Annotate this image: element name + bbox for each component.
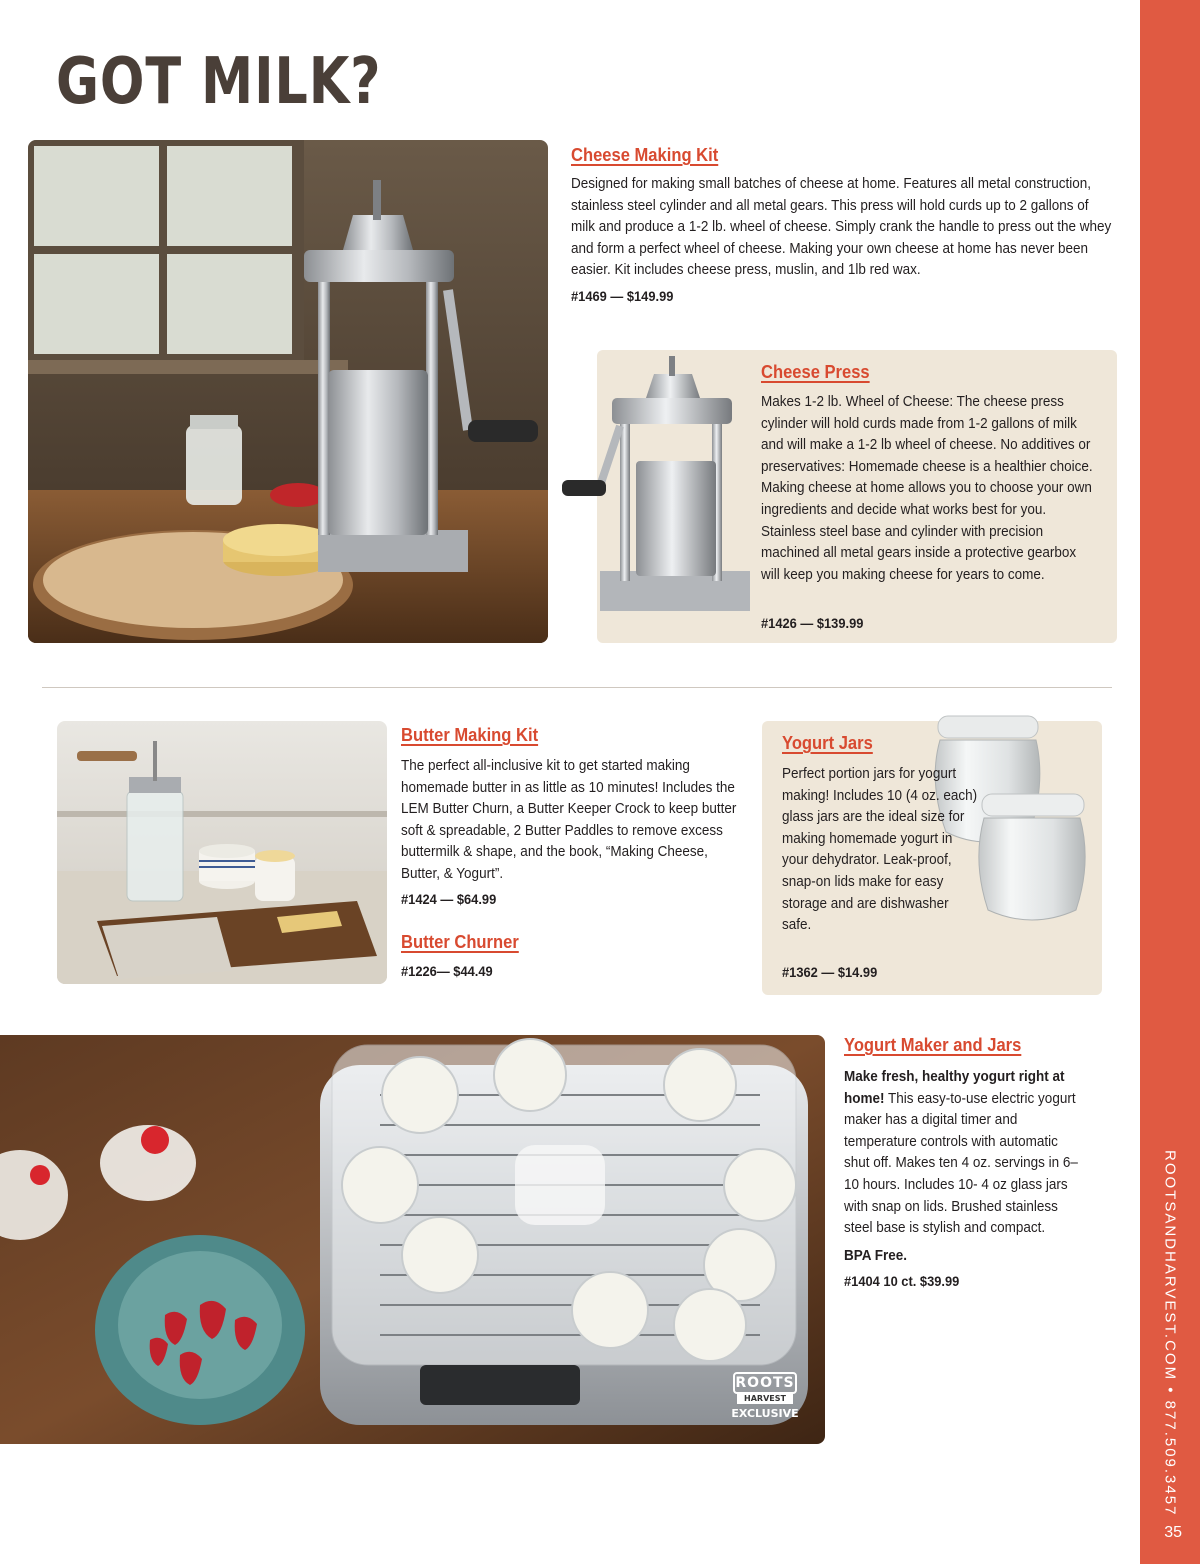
cheese-press-title[interactable]: Cheese Press	[761, 362, 870, 382]
yogurt-jars-price: #1362 — $14.99	[782, 964, 878, 980]
section-divider	[42, 687, 1112, 688]
badge-exclusive: EXCLUSIVE	[731, 1407, 799, 1420]
cheese-kit-description: Designed for making small batches of cheese at home. Features all metal construction, stainless steel cylinder and all metal gears. This press will hold curds up to 2 gallons of milk and produce a 1-2 lb. wheel of cheese. Simply crank the handle to press out the whey and form a perfect wheel of cheese. Making your own cheese at home has never been easier. Kit includes cheese press, muslin, and 1lb red wax.	[571, 175, 1112, 279]
yogurt-maker-title[interactable]: Yogurt Maker and Jars	[844, 1035, 1022, 1055]
yogurt-maker-bpa: BPA Free.	[844, 1247, 908, 1264]
cheese-press-photo	[556, 356, 756, 616]
page-title: GOT MILK?	[56, 45, 382, 119]
cheese-kit-title[interactable]: Cheese Making Kit	[571, 145, 719, 165]
yogurt-maker-body: This easy-to-use electric yogurt maker has a digital timer and temperature controls with automatic shut off. Makes ten 4 oz. servings in 6–10 hours. Includes 10- 4 oz glass jars with snap on lids. Brushed stainless steel base is stylish and compact.	[844, 1089, 1078, 1237]
yogurt-maker-photo	[0, 1035, 825, 1444]
yogurt-maker-price	[844, 1273, 959, 1289]
exclusive-badge	[727, 1372, 803, 1422]
cheese-press-price: #1426 — $139.99	[761, 615, 864, 631]
badge-roots: ROOTS	[733, 1372, 797, 1394]
badge-harvest: HARVEST	[737, 1394, 793, 1404]
cheese-kit-price: #1469 — $149.99	[571, 288, 674, 304]
yogurt-maker-price-rest: 10 ct. $39.99	[879, 1273, 960, 1289]
butter-kit-description: The perfect all-inclusive kit to get started making homemade butter in as little as 10 minutes! Includes the LEM Butter Churn, a Butter Keeper Crock to keep butter soft & spreadable, 2 Butter Paddles to remove excess buttermilk & shape, and the book, “Making Cheese, Butter, & Yogurt”.	[401, 757, 737, 882]
yogurt-jars-title[interactable]: Yogurt Jars	[782, 733, 873, 753]
yogurt-maker-description	[844, 1066, 1087, 1239]
cheese-kit-photo	[28, 140, 548, 643]
sidebar-strip	[1140, 0, 1200, 1564]
butter-churner-price: #1226— $44.49	[401, 963, 493, 979]
yogurt-maker-sku: #1404	[844, 1273, 880, 1289]
butter-churner-title[interactable]: Butter Churner	[401, 932, 519, 952]
butter-kit-title[interactable]: Butter Making Kit	[401, 725, 539, 745]
yogurt-maker-lead: Make fresh, healthy yogurt right at home!	[844, 1068, 1065, 1107]
sidebar-contact-text[interactable]: ROOTSANDHARVEST.COM • 877.509.3457	[1161, 1150, 1179, 1517]
butter-kit-price: #1424 — $64.99	[401, 891, 497, 907]
page-number: 35	[1164, 1524, 1182, 1541]
cheese-press-description: Makes 1-2 lb. Wheel of Cheese: The cheese press cylinder will hold curds made from 1-2 gallons of milk and will make a 1-2 lb wheel of cheese. No additives or preservatives: Homemade cheese is a healthier choice. Making cheese at home allows you to choose your own ingredients and decide what works best for you. Stainless steel base and cylinder with precision machined all metal gears inside a protective gearbox will keep you making cheese for years to come.	[761, 393, 1093, 583]
yogurt-jars-description: Perfect portion jars for yogurt making! Includes 10 (4 oz. each) glass jars are the ideal size for making homemade yogurt in your dehydrator. Leak-proof, snap-on lids make for easy storage and are dishwasher safe.	[782, 765, 978, 934]
butter-kit-photo	[57, 721, 387, 984]
